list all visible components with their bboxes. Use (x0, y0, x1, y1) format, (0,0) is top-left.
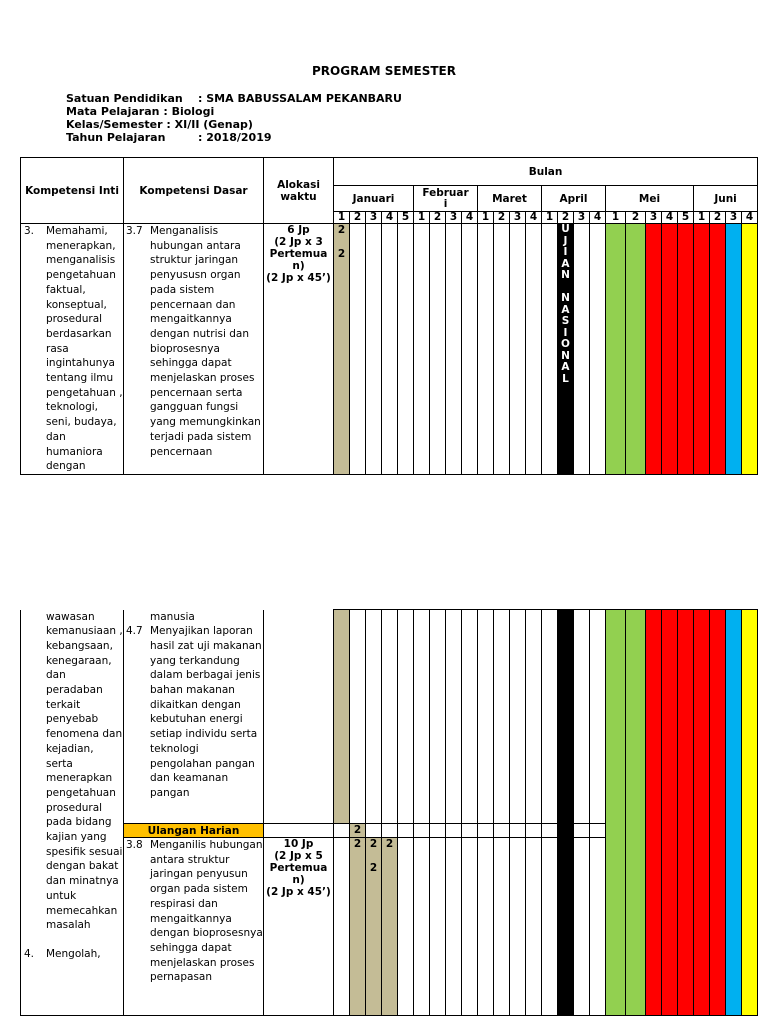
schedule-cell (526, 838, 542, 1016)
header-alokasi-waktu: Alokasi waktu (264, 158, 334, 224)
header-kompetensi-inti: Kompetensi Inti (21, 158, 124, 224)
schedule-cell-green (626, 224, 646, 475)
schedule-cell-blue (726, 224, 742, 475)
schedule-cell (414, 838, 430, 1016)
week-cell: 3 (366, 212, 382, 224)
kompetensi-dasar-cell: 3.8 Menganilis hubungan antara struktur jaringan penyusun organ pada sistem respirasi dan mengaitkannya dengan bioprosesnya sehingga dapat menjelaskan proses pernapasan (124, 838, 264, 1016)
meta-value: Biologi (171, 105, 215, 118)
ulangan-harian-label: Ulangan Harian (124, 824, 264, 838)
schedule-cell (510, 224, 526, 475)
week-cell: 2 (558, 212, 574, 224)
schedule-cell (510, 838, 526, 1016)
month-juni: Juni (694, 186, 758, 212)
week-cell: 2 (350, 212, 366, 224)
schedule-cell (462, 610, 478, 824)
schedule-mark: 2 (350, 824, 366, 838)
schedule-cell-red (662, 224, 678, 475)
meta-row-mapel: Mata Pelajaran : Biologi (66, 105, 215, 118)
schedule-cell (382, 224, 398, 475)
schedule-cell (590, 610, 606, 824)
kompetensi-inti-cell: wawasan kemanusiaan , kebangsaan, kenegaraan, dan peradaban terkait penyebab fenomena dan kejadian, serta menerapkan pengetahuan prosedural pada bidang kajian yang spesifik sesuai dengan bakat dan minatnya untuk memecahkan masalah 4. Mengolah, (21, 610, 124, 1016)
week-cell: 4 (382, 212, 398, 224)
meta-value: 2018/2019 (206, 131, 272, 144)
schedule-cell (446, 824, 462, 838)
ujian-nasional-block: U J I A N N A S I O N A L (558, 224, 574, 475)
schedule-cell (430, 838, 446, 1016)
schedule-cell (462, 824, 478, 838)
week-cell: 3 (646, 212, 662, 224)
schedule-cell (366, 610, 382, 824)
schedule-cell-yellow (742, 610, 758, 1016)
week-cell: 3 (446, 212, 462, 224)
kompetensi-dasar-cell: 3.7 Menganalisis hubungan antara struktur jaringan penyususn organ pada sistem pencernaan dan mengaitkannya dengan nutrisi dan bioprosesnya sehingga dapat menjelaskan proses pencernaan serta gangguan fungsi yang memungkinkan terjadi pada sistem pencernaan (124, 224, 264, 475)
schedule-cell (398, 224, 414, 475)
kd-text: Menganilis hubungan antara struktur jaringan penyusun organ pada sistem respirasi dan mengaitkannya dengan bioprosesnya sehingga dapat menjelaskan proses pernapasan (150, 839, 263, 984)
schedule-cell-green (626, 610, 646, 1016)
schedule-cell (430, 610, 446, 824)
week-cell: 3 (510, 212, 526, 224)
schedule-cell-red (710, 224, 726, 475)
meta-row-satuan: Satuan Pendidikan : SMA BABUSSALAM PEKANBARU (66, 92, 402, 105)
schedule-cell-red (678, 610, 694, 1016)
meta-label: Kelas/Semester (66, 118, 163, 131)
schedule-mark: 2 2 (334, 224, 350, 475)
meta-label: Satuan Pendidikan (66, 92, 183, 105)
schedule-cell (574, 610, 590, 824)
page-title: PROGRAM SEMESTER (312, 64, 456, 78)
schedule-cell (478, 838, 494, 1016)
schedule-cell-tan (334, 610, 350, 824)
meta-value: XI/II (Genap) (174, 118, 253, 131)
schedule-mark: 2 (350, 838, 366, 1016)
schedule-cell (494, 224, 510, 475)
meta-label: Mata Pelajaran (66, 105, 160, 118)
schedule-cell-red (646, 610, 662, 1016)
schedule-cell (510, 610, 526, 824)
schedule-cell (494, 824, 510, 838)
schedule-cell (398, 838, 414, 1016)
schedule-cell (414, 224, 430, 475)
schedule-cell-red (694, 224, 710, 475)
schedule-cell (414, 824, 430, 838)
week-cell: 4 (742, 212, 758, 224)
alokasi-cell (264, 610, 334, 824)
ki2-text: Mengolah, (46, 947, 101, 960)
month-februari: Februar i (414, 186, 478, 212)
schedule-cell (334, 824, 350, 838)
week-cell: 1 (606, 212, 626, 224)
month-januari: Januari (334, 186, 414, 212)
schedule-mark: 2 (382, 838, 398, 1016)
week-cell: 4 (526, 212, 542, 224)
schedule-cell (590, 838, 606, 1016)
schedule-cell (494, 610, 510, 824)
meta-row-kelas: Kelas/Semester : XI/II (Genap) (66, 118, 253, 131)
week-cell: 1 (694, 212, 710, 224)
week-cell: 4 (662, 212, 678, 224)
schedule-cell (382, 824, 398, 838)
schedule-cell-green (606, 224, 626, 475)
schedule-cell (398, 610, 414, 824)
week-cell: 3 (574, 212, 590, 224)
week-cell: 4 (462, 212, 478, 224)
month-maret: Maret (478, 186, 542, 212)
meta-label: Tahun Pelajaran (66, 131, 166, 144)
schedule-cell-green (606, 610, 626, 1016)
schedule-cell (574, 838, 590, 1016)
schedule-cell (446, 610, 462, 824)
kompetensi-inti-cell: 3. Memahami, menerapkan, menganalisis pengetahuan faktual, konseptual, prosedural berdasarkan rasa ingintahunya tentang ilmu pengetahuan , teknologi, seni, budaya, dan humaniora dengan (21, 224, 124, 475)
schedule-cell-blue (726, 610, 742, 1016)
schedule-cell (446, 838, 462, 1016)
schedule-cell (350, 224, 366, 475)
schedule-cell (350, 610, 366, 824)
schedule-cell (446, 224, 462, 475)
schedule-cell (526, 224, 542, 475)
schedule-cell (526, 824, 542, 838)
schedule-cell-red (646, 224, 662, 475)
schedule-cell (366, 824, 382, 838)
schedule-cell (542, 224, 558, 475)
schedule-cell (414, 610, 430, 824)
schedule-cell (574, 824, 590, 838)
meta-row-tahun: Tahun Pelajaran : 2018/2019 (66, 131, 272, 144)
schedule-cell (462, 838, 478, 1016)
schedule-cell (382, 610, 398, 824)
ki-text: wawasan kemanusiaan , kebangsaan, kenegaraan, dan peradaban terkait penyebab fenomena dan kejadian, serta menerapkan pengetahuan prosedural pada bidang kajian yang spesifik sesuai dengan bakat dan minatnya untuk memecahkan masalah (46, 610, 123, 932)
ki-text: Memahami, menerapkan, menganalisis pengetahuan faktual, konseptual, prosedural berdasarkan rasa ingintahunya tentang ilmu pengetahuan , teknologi, seni, budaya, dan humaniora dengan (46, 225, 123, 473)
week-cell: 5 (398, 212, 414, 224)
month-april: April (542, 186, 606, 212)
header-kompetensi-dasar: Kompetensi Dasar (124, 158, 264, 224)
month-mei: Mei (606, 186, 694, 212)
schedule-table-page1 (20, 157, 758, 475)
schedule-cell (430, 224, 446, 475)
kd-text: Menganalisis hubungan antara struktur jaringan penyususn organ pada sistem pencernaan dan mengaitkannya dengan nutrisi dan bioprosesnya sehingga dapat menjelaskan proses pencernaan serta gangguan fungsi yang memungkinkan terjadi pada sistem pencernaan (150, 225, 261, 458)
week-cell: 2 (626, 212, 646, 224)
week-cell: 5 (678, 212, 694, 224)
schedule-cell (526, 610, 542, 824)
schedule-cell (478, 824, 494, 838)
schedule-cell-red (694, 610, 710, 1016)
schedule-cell (542, 610, 558, 824)
week-cell: 4 (590, 212, 606, 224)
schedule-cell (590, 824, 606, 838)
alokasi-cell: 10 Jp (2 Jp x 5 Pertemua n) (2 Jp x 45’) (264, 838, 334, 1016)
week-cell: 2 (710, 212, 726, 224)
schedule-cell-red (662, 610, 678, 1016)
alokasi-cell (264, 824, 334, 838)
schedule-cell (494, 838, 510, 1016)
ujian-nasional-block (558, 610, 574, 1016)
week-cell: 2 (494, 212, 510, 224)
alokasi-cell: 6 Jp (2 Jp x 3 Pertemua n) (2 Jp x 45’) (264, 224, 334, 475)
schedule-cell (590, 224, 606, 475)
header-bulan: Bulan (334, 158, 758, 186)
week-cell: 1 (542, 212, 558, 224)
schedule-cell (430, 824, 446, 838)
meta-value: SMA BABUSSALAM PEKANBARU (206, 92, 402, 105)
week-cell: 2 (430, 212, 446, 224)
week-cell: 3 (726, 212, 742, 224)
week-cell: 1 (414, 212, 430, 224)
week-cell: 1 (334, 212, 350, 224)
kompetensi-dasar-cell: manusia 4.7 Menyajikan laporan hasil zat uji makanan yang terkandung dalam berbagai jenis bahan makanan dikaitkan dengan kebutuhan energi setiap individu serta teknologi pengolahan pangan dan keamanan pangan (124, 610, 264, 824)
schedule-cell (366, 224, 382, 475)
kd-text: Menyajikan laporan hasil zat uji makanan yang terkandung dalam berbagai jenis bahan makanan dikaitkan dengan kebutuhan energi setiap individu serta teknologi pengolahan pangan dan keamanan pangan (150, 625, 262, 799)
schedule-cell (398, 824, 414, 838)
schedule-cell (478, 224, 494, 475)
schedule-cell (478, 610, 494, 824)
schedule-cell-red (710, 610, 726, 1016)
schedule-cell (462, 224, 478, 475)
schedule-table-page2 (20, 609, 758, 1016)
schedule-mark: 2 2 (366, 838, 382, 1016)
week-cell: 1 (478, 212, 494, 224)
schedule-cell (334, 838, 350, 1016)
schedule-cell (542, 838, 558, 1016)
schedule-cell (510, 824, 526, 838)
schedule-cell (542, 824, 558, 838)
schedule-cell-yellow (742, 224, 758, 475)
schedule-cell (574, 224, 590, 475)
schedule-cell-red (678, 224, 694, 475)
